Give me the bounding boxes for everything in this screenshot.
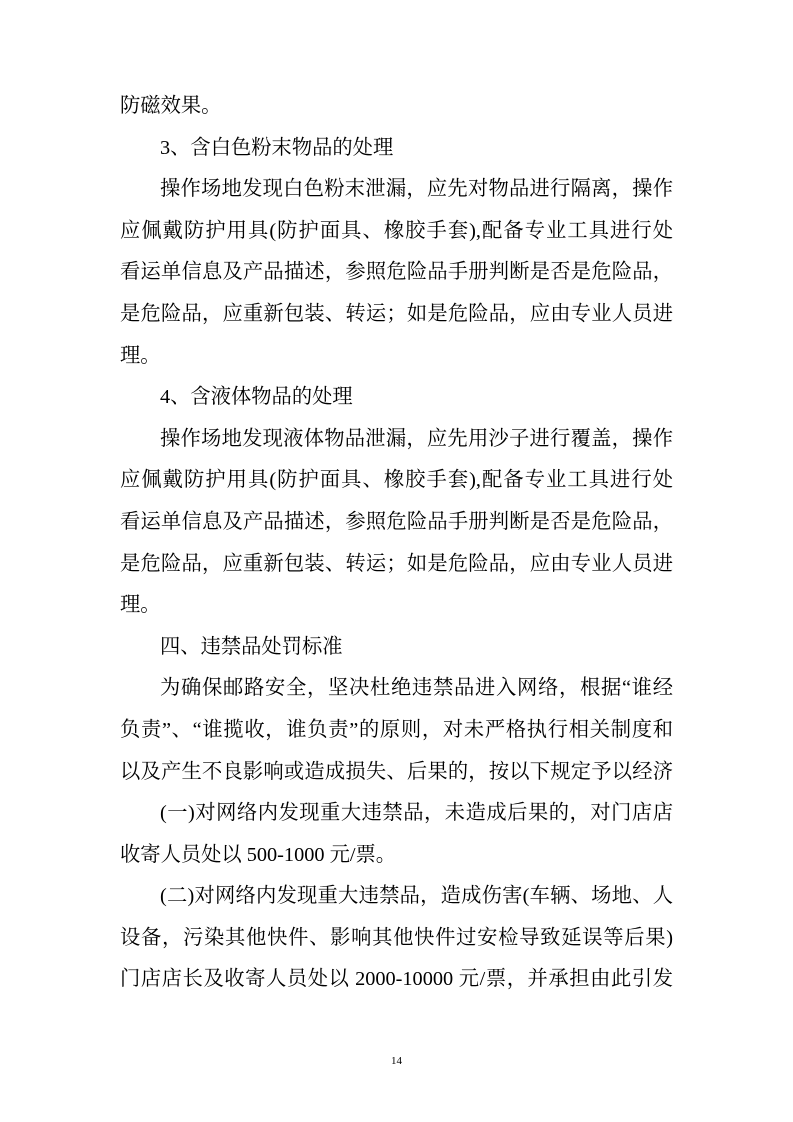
text-line: 看运单信息及产品描述，参照危险品手册判断是否是危险品， — [120, 261, 673, 284]
text-line: 是危险品，应重新包装、转运；如是危险品，应由专业人员进 — [120, 302, 673, 325]
text-line: 为确保邮路安全，坚决杜绝违禁品进入网络，根据“谁经 — [160, 677, 673, 700]
text-line: 3、含白色粉末物品的处理 — [160, 136, 394, 159]
text-line: (二)对网络内发现重大违禁品，造成伤害(车辆、场地、人 — [160, 885, 673, 908]
text-line: 负责”、“谁揽收，谁负责”的原则，对未严格执行相关制度和 — [120, 718, 673, 741]
text-line: 4、含液体物品的处理 — [160, 386, 353, 409]
page-number: 14 — [391, 1055, 402, 1067]
text-line: (一)对网络内发现重大违禁品，未造成后果的，对门店店 — [160, 802, 673, 825]
text-line: 操作场地发现白色粉末泄漏，应先对物品进行隔离，操作 — [160, 178, 673, 201]
text-line: 以及产生不良影响或造成损失、后果的，按以下规定予以经济 — [120, 760, 673, 783]
text-line: 设备，污染其他快件、影响其他快件过安检导致延误等后果) — [120, 926, 673, 949]
text-line: 防磁效果。 — [120, 95, 222, 117]
text-line: 看运单信息及产品描述，参照危险品手册判断是否是危险品， — [120, 510, 673, 533]
text-line: 应佩戴防护用具(防护面具、橡胶手套),配备专业工具进行处 — [120, 469, 673, 492]
document-body — [120, 86, 673, 1001]
text-line: 是危险品，应重新包装、转运；如是危险品，应由专业人员进 — [120, 552, 673, 575]
text-line: 收寄人员处以 500-1000 元/票。 — [120, 843, 397, 866]
text-line: 应佩戴防护用具(防护面具、橡胶手套),配备专业工具进行处 — [120, 219, 673, 242]
text-line: 理。 — [120, 594, 161, 617]
text-line: 门店店长及收寄人员处以 2000-10000 元/票，并承担由此引发 — [120, 968, 673, 991]
text-line: 理。 — [120, 344, 161, 367]
text-line: 操作场地发现液体物品泄漏，应先用沙子进行覆盖，操作 — [160, 427, 673, 450]
text-line: 四、违禁品处罚标准 — [160, 635, 343, 658]
